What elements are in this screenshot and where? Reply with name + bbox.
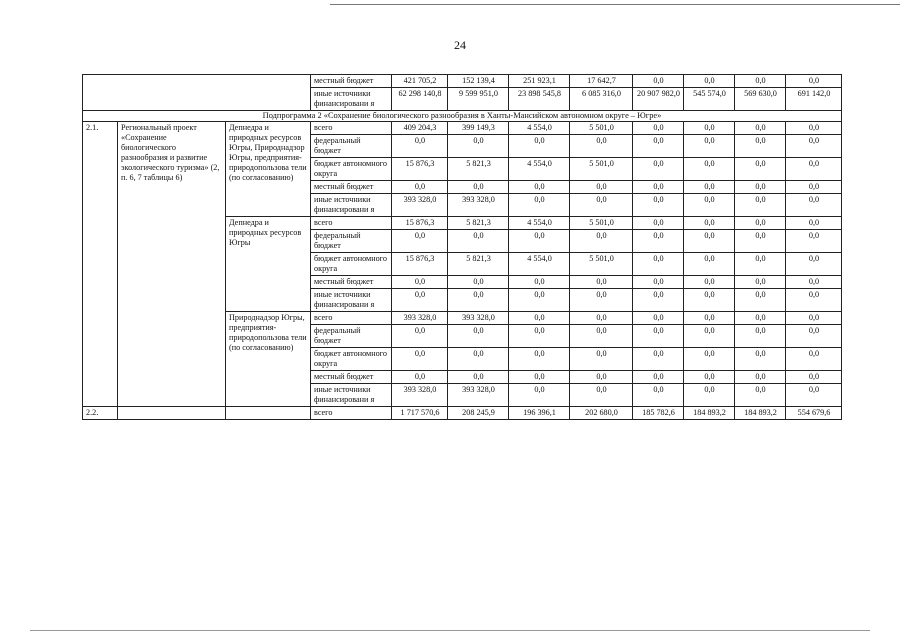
financing-source: бюджет автономного округа	[311, 158, 392, 181]
amount-cell: 0,0	[448, 371, 509, 384]
amount-cell: 0,0	[633, 312, 684, 325]
amount-cell: 399 149,3	[448, 122, 509, 135]
subprogram-title: Подпрограмма 2 «Сохранение биологического разнообразия в Ханты-Мансийском автономном округе – Югре»	[83, 111, 842, 122]
amount-cell: 0,0	[684, 194, 735, 217]
amount-cell: 0,0	[633, 135, 684, 158]
amount-cell: 0,0	[735, 75, 786, 88]
amount-cell: 0,0	[633, 384, 684, 407]
amount-cell: 0,0	[735, 276, 786, 289]
amount-cell: 0,0	[633, 194, 684, 217]
amount-cell: 0,0	[570, 181, 633, 194]
amount-cell: 4 554,0	[509, 217, 570, 230]
amount-cell: 0,0	[786, 325, 842, 348]
amount-cell: 0,0	[448, 348, 509, 371]
amount-cell: 0,0	[735, 348, 786, 371]
financing-source: бюджет автономного округа	[311, 253, 392, 276]
amount-cell: 208 245,9	[448, 407, 509, 420]
amount-cell: 0,0	[509, 276, 570, 289]
amount-cell: 0,0	[633, 348, 684, 371]
amount-cell: 0,0	[735, 312, 786, 325]
amount-cell: 0,0	[448, 135, 509, 158]
table-row	[83, 407, 842, 420]
amount-cell: 0,0	[633, 181, 684, 194]
amount-cell: 393 328,0	[448, 384, 509, 407]
amount-cell: 0,0	[633, 371, 684, 384]
amount-cell: 0,0	[570, 384, 633, 407]
amount-cell: 0,0	[735, 217, 786, 230]
empty-cell	[226, 407, 311, 420]
amount-cell: 9 599 951,0	[448, 88, 509, 111]
amount-cell: 0,0	[684, 217, 735, 230]
amount-cell: 184 893,2	[684, 407, 735, 420]
amount-cell: 0,0	[633, 75, 684, 88]
amount-cell: 0,0	[684, 312, 735, 325]
amount-cell: 0,0	[448, 325, 509, 348]
amount-cell: 184 893,2	[735, 407, 786, 420]
amount-cell: 393 328,0	[392, 384, 448, 407]
amount-cell: 0,0	[509, 230, 570, 253]
amount-cell: 0,0	[684, 289, 735, 312]
financing-source: местный бюджет	[311, 75, 392, 88]
amount-cell: 20 907 982,0	[633, 88, 684, 111]
amount-cell: 202 680,0	[570, 407, 633, 420]
amount-cell: 15 876,3	[392, 158, 448, 181]
amount-cell: 691 142,0	[786, 88, 842, 111]
financing-source: всего	[311, 312, 392, 325]
amount-cell: 0,0	[392, 348, 448, 371]
item-number: 2.1.	[83, 122, 118, 407]
amount-cell: 0,0	[509, 371, 570, 384]
amount-cell: 0,0	[392, 230, 448, 253]
amount-cell: 0,0	[633, 253, 684, 276]
amount-cell: 0,0	[735, 384, 786, 407]
amount-cell: 0,0	[633, 122, 684, 135]
amount-cell: 0,0	[786, 230, 842, 253]
amount-cell: 0,0	[684, 384, 735, 407]
amount-cell: 15 876,3	[392, 253, 448, 276]
amount-cell: 0,0	[735, 253, 786, 276]
amount-cell: 0,0	[684, 348, 735, 371]
amount-cell: 5 501,0	[570, 253, 633, 276]
amount-cell: 0,0	[735, 135, 786, 158]
subprogram-row	[83, 111, 842, 122]
amount-cell: 545 574,0	[684, 88, 735, 111]
amount-cell: 0,0	[570, 276, 633, 289]
amount-cell: 0,0	[684, 75, 735, 88]
amount-cell: 0,0	[786, 135, 842, 158]
amount-cell: 0,0	[684, 122, 735, 135]
amount-cell: 5 821,3	[448, 158, 509, 181]
amount-cell: 0,0	[509, 325, 570, 348]
financing-source: местный бюджет	[311, 371, 392, 384]
amount-cell: 251 923,1	[509, 75, 570, 88]
amount-cell: 0,0	[570, 230, 633, 253]
amount-cell: 0,0	[735, 325, 786, 348]
amount-cell: 0,0	[633, 276, 684, 289]
amount-cell: 0,0	[448, 230, 509, 253]
amount-cell: 0,0	[509, 289, 570, 312]
amount-cell: 421 705,2	[392, 75, 448, 88]
amount-cell: 5 821,3	[448, 253, 509, 276]
amount-cell: 0,0	[786, 348, 842, 371]
amount-cell: 0,0	[786, 312, 842, 325]
amount-cell: 554 679,6	[786, 407, 842, 420]
amount-cell: 0,0	[448, 276, 509, 289]
scan-edge-top	[330, 4, 900, 5]
amount-cell: 5 501,0	[570, 217, 633, 230]
amount-cell: 0,0	[509, 135, 570, 158]
financing-source: федеральный бюджет	[311, 325, 392, 348]
amount-cell: 0,0	[786, 122, 842, 135]
table-row	[83, 75, 842, 88]
amount-cell: 569 630,0	[735, 88, 786, 111]
amount-cell: 0,0	[684, 276, 735, 289]
amount-cell: 0,0	[786, 158, 842, 181]
financing-source: иные источники финансировани я	[311, 384, 392, 407]
amount-cell: 0,0	[684, 325, 735, 348]
amount-cell: 0,0	[392, 325, 448, 348]
amount-cell: 0,0	[509, 181, 570, 194]
amount-cell: 4 554,0	[509, 158, 570, 181]
amount-cell: 0,0	[633, 325, 684, 348]
amount-cell: 0,0	[392, 371, 448, 384]
amount-cell: 0,0	[509, 384, 570, 407]
amount-cell: 4 554,0	[509, 122, 570, 135]
amount-cell: 0,0	[735, 181, 786, 194]
project-name: Региональный проект «Сохранение биологического разнообразия и развитие экологического туризма» (2, п. 6, 7 таблицы 6)	[118, 122, 226, 407]
amount-cell: 0,0	[786, 276, 842, 289]
amount-cell: 0,0	[735, 122, 786, 135]
empty-cell	[118, 407, 226, 420]
amount-cell: 0,0	[570, 194, 633, 217]
amount-cell: 0,0	[735, 230, 786, 253]
amount-cell: 0,0	[392, 289, 448, 312]
amount-cell: 5 501,0	[570, 122, 633, 135]
financing-source: всего	[311, 407, 392, 420]
amount-cell: 0,0	[735, 194, 786, 217]
financing-source: всего	[311, 122, 392, 135]
amount-cell: 0,0	[633, 289, 684, 312]
amount-cell: 0,0	[392, 135, 448, 158]
table-row	[83, 122, 842, 135]
amount-cell: 0,0	[786, 181, 842, 194]
amount-cell: 0,0	[684, 253, 735, 276]
financing-source: бюджет автономного округа	[311, 348, 392, 371]
executor-name: Депнедра и природных ресурсов Югры, Природнадзор Югры, предприятия-природопользова тели (по согласованию)	[226, 122, 311, 217]
amount-cell: 0,0	[633, 230, 684, 253]
amount-cell: 0,0	[684, 158, 735, 181]
amount-cell: 0,0	[684, 181, 735, 194]
executor-name: Депнедра и природных ресурсов Югры	[226, 217, 311, 312]
amount-cell: 409 204,3	[392, 122, 448, 135]
amount-cell: 0,0	[509, 312, 570, 325]
amount-cell: 393 328,0	[392, 194, 448, 217]
amount-cell: 0,0	[392, 276, 448, 289]
amount-cell: 0,0	[570, 289, 633, 312]
amount-cell: 0,0	[684, 371, 735, 384]
amount-cell: 17 642,7	[570, 75, 633, 88]
amount-cell: 0,0	[786, 289, 842, 312]
amount-cell: 0,0	[570, 325, 633, 348]
amount-cell: 0,0	[570, 312, 633, 325]
amount-cell: 0,0	[633, 217, 684, 230]
amount-cell: 185 782,6	[633, 407, 684, 420]
financing-source: иные источники финансировани я	[311, 88, 392, 111]
amount-cell: 0,0	[570, 135, 633, 158]
financing-source: всего	[311, 217, 392, 230]
amount-cell: 1 717 570,6	[392, 407, 448, 420]
amount-cell: 196 396,1	[509, 407, 570, 420]
financing-source: местный бюджет	[311, 276, 392, 289]
amount-cell: 393 328,0	[392, 312, 448, 325]
amount-cell: 0,0	[786, 371, 842, 384]
financing-source: федеральный бюджет	[311, 135, 392, 158]
amount-cell: 0,0	[786, 253, 842, 276]
amount-cell: 0,0	[570, 371, 633, 384]
scan-edge-bottom	[30, 630, 870, 631]
amount-cell: 0,0	[509, 194, 570, 217]
amount-cell: 0,0	[509, 348, 570, 371]
amount-cell: 0,0	[448, 181, 509, 194]
amount-cell: 152 139,4	[448, 75, 509, 88]
amount-cell: 0,0	[786, 75, 842, 88]
amount-cell: 4 554,0	[509, 253, 570, 276]
empty-cell	[83, 75, 311, 111]
amount-cell: 0,0	[684, 230, 735, 253]
amount-cell: 6 085 316,0	[570, 88, 633, 111]
amount-cell: 393 328,0	[448, 194, 509, 217]
amount-cell: 0,0	[786, 217, 842, 230]
amount-cell: 0,0	[448, 289, 509, 312]
amount-cell: 0,0	[735, 158, 786, 181]
amount-cell: 0,0	[570, 348, 633, 371]
financing-source: иные источники финансировани я	[311, 289, 392, 312]
financing-source: местный бюджет	[311, 181, 392, 194]
amount-cell: 393 328,0	[448, 312, 509, 325]
executor-name: Природнадзор Югры, предприятия-природопользова тели (по согласованию)	[226, 312, 311, 407]
amount-cell: 0,0	[684, 135, 735, 158]
item-number: 2.2.	[83, 407, 118, 420]
amount-cell: 5 821,3	[448, 217, 509, 230]
amount-cell: 0,0	[786, 194, 842, 217]
financing-source: федеральный бюджет	[311, 230, 392, 253]
amount-cell: 0,0	[735, 371, 786, 384]
amount-cell: 0,0	[392, 181, 448, 194]
amount-cell: 0,0	[735, 289, 786, 312]
amount-cell: 62 298 140,8	[392, 88, 448, 111]
amount-cell: 23 898 545,8	[509, 88, 570, 111]
financing-table	[82, 74, 842, 420]
amount-cell: 0,0	[633, 158, 684, 181]
amount-cell: 0,0	[786, 384, 842, 407]
amount-cell: 5 501,0	[570, 158, 633, 181]
financing-source: иные источники финансировани я	[311, 194, 392, 217]
page-number: 24	[454, 38, 466, 52]
amount-cell: 15 876,3	[392, 217, 448, 230]
